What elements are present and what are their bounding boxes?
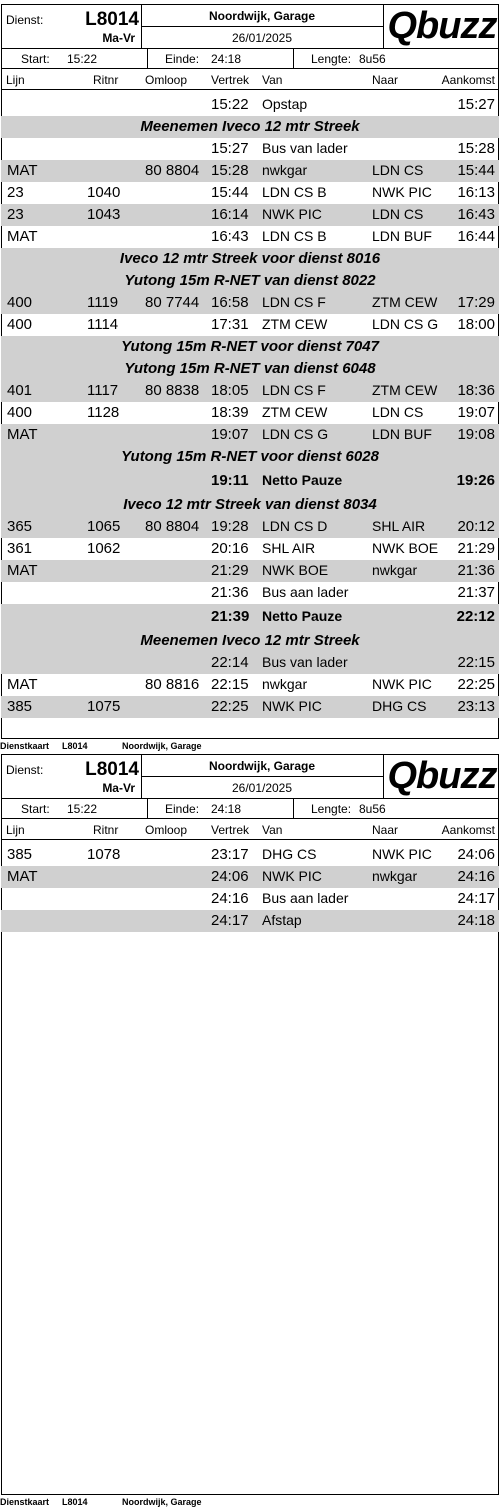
cell-aankomst: 18:36	[457, 382, 495, 399]
date: 26/01/2025	[231, 781, 293, 795]
section-text: Meenemen Iveco 12 mtr Streek	[140, 118, 360, 135]
section-text: Meenemen Iveco 12 mtr Streek	[140, 632, 360, 649]
pause-row	[1, 604, 499, 630]
trip-row	[1, 160, 499, 182]
cell-van: Bus aan lader	[262, 584, 349, 600]
cell-lijn: 385	[7, 698, 33, 715]
start-label: Start:	[21, 802, 50, 816]
header	[1, 4, 499, 48]
cell-vertrek: 16:58	[211, 294, 249, 311]
cell-lijn: 385	[7, 846, 33, 863]
cell-ritnr: 1114	[87, 316, 119, 333]
cell-naar: NWK PIC	[372, 184, 432, 200]
col-van: Van	[262, 823, 283, 837]
cell-lijn: 401	[7, 382, 33, 399]
cell-naar: ZTM CEW	[372, 294, 438, 310]
cell-naar: DHG CS	[372, 698, 427, 714]
einde-label: Einde:	[165, 802, 200, 816]
cell-lijn: 400	[7, 316, 33, 333]
cell-aankomst: 19:07	[457, 404, 495, 421]
cell-ritnr: 1043	[87, 206, 121, 223]
dienstkaart-page-2	[0, 754, 500, 1495]
trip-row	[1, 866, 499, 888]
vehicle-section-row	[1, 446, 499, 468]
cell-van: Opstap	[262, 96, 308, 112]
col-ritnr: Ritnr	[93, 73, 119, 87]
trip-row	[1, 402, 499, 424]
cell-aankomst: 21:29	[457, 540, 495, 557]
cell-lijn: MAT	[7, 162, 38, 179]
cell-van: DHG CS	[262, 846, 317, 862]
cell-ritnr: 1128	[87, 404, 120, 421]
cell-vertrek: 22:14	[211, 654, 249, 671]
cell-naar: ZTM CEW	[372, 382, 438, 398]
cell-van: Bus van lader	[262, 654, 348, 670]
cell-van: ZTM CEW	[262, 404, 328, 420]
cell-naar: NWK PIC	[372, 676, 432, 692]
cell-vertrek: 24:16	[211, 890, 249, 907]
cell-van: Netto Pauze	[262, 608, 343, 624]
trip-row	[1, 888, 499, 910]
cell-van: LDN CS B	[262, 228, 327, 244]
col-aankomst: Aankomst	[441, 823, 495, 837]
trip-row	[1, 424, 499, 446]
trip-row	[1, 582, 499, 604]
col-lijn: Lijn	[6, 73, 25, 87]
cell-aankomst: 24:18	[457, 912, 495, 929]
date: 26/01/2025	[231, 31, 293, 45]
qbuzz-logo: Qbuzz	[387, 5, 497, 47]
trip-row	[1, 560, 499, 582]
trip-row	[1, 696, 499, 718]
col-omloop: Omloop	[145, 73, 188, 87]
trip-row	[1, 138, 499, 160]
dienst-label: Dienst:	[6, 763, 44, 777]
column-header	[1, 70, 499, 90]
cell-naar: NWK BOE	[372, 540, 439, 556]
cell-van: Afstap	[262, 912, 302, 928]
lengte-label: Lengte:	[311, 802, 352, 816]
cell-van: LDN CS F	[262, 382, 326, 398]
cell-aankomst: 22:12	[456, 608, 495, 625]
cell-vertrek: 16:14	[211, 206, 249, 223]
cell-van: Bus aan lader	[262, 890, 349, 906]
trip-row	[1, 844, 499, 866]
location: Noordwijk, Garage	[208, 9, 316, 23]
header	[1, 754, 499, 798]
cell-van: Netto Pauze	[262, 472, 343, 488]
lengte-value: 8u56	[359, 52, 386, 66]
trip-row	[1, 516, 499, 538]
cell-aankomst: 20:12	[457, 518, 495, 535]
footer-code: L8014	[62, 741, 88, 751]
cell-lijn: MAT	[7, 426, 38, 443]
col-naar: Naar	[372, 823, 399, 837]
cell-vertrek: 15:27	[211, 140, 249, 157]
cell-aankomst: 24:17	[457, 890, 495, 907]
cell-lijn: 400	[7, 294, 33, 311]
cell-lijn: MAT	[7, 228, 38, 245]
trip-row	[1, 204, 499, 226]
cell-omloop: 80 8838	[145, 382, 200, 399]
cell-lijn: 23	[7, 206, 24, 223]
cell-lijn: 365	[7, 518, 33, 535]
cell-naar: NWK PIC	[372, 846, 432, 862]
cell-vertrek: 18:39	[211, 404, 249, 421]
cell-aankomst: 15:44	[457, 162, 495, 179]
trip-row	[1, 182, 499, 204]
cell-vertrek: 16:43	[211, 228, 249, 245]
cell-ritnr: 1065	[87, 518, 121, 535]
cell-vertrek: 22:15	[211, 676, 249, 693]
cell-vertrek: 19:28	[211, 518, 249, 535]
cell-naar: LDN CS	[372, 404, 424, 420]
schedule-rows	[1, 94, 499, 718]
vehicle-section-row	[1, 248, 499, 270]
cell-ritnr: 1078	[87, 846, 121, 863]
cell-vertrek: 19:07	[211, 426, 249, 443]
cell-van: NWK PIC	[262, 206, 322, 222]
cell-van: ZTM CEW	[262, 316, 328, 332]
col-omloop: Omloop	[145, 823, 188, 837]
cell-aankomst: 18:00	[457, 316, 495, 333]
cell-vertrek: 15:44	[211, 184, 249, 201]
cell-vertrek: 23:17	[211, 846, 249, 863]
dienst-code: L8014	[85, 759, 139, 780]
vehicle-section-row	[1, 116, 499, 138]
cell-ritnr: 1075	[87, 698, 121, 715]
col-vertrek: Vertrek	[211, 823, 250, 837]
cell-naar: LDN CS G	[372, 316, 439, 332]
trip-row	[1, 674, 499, 696]
vehicle-section-row	[1, 270, 499, 292]
vehicle-section-row	[1, 494, 499, 516]
cell-vertrek: 24:17	[211, 912, 249, 929]
col-vertrek: Vertrek	[211, 73, 250, 87]
dienstkaart-page-1	[0, 4, 500, 739]
cell-lijn: 23	[7, 184, 24, 201]
cell-van: NWK PIC	[262, 868, 322, 884]
cell-vertrek: 19:11	[211, 472, 249, 489]
start-label: Start:	[21, 52, 50, 66]
dienst-label: Dienst:	[6, 13, 44, 27]
section-text: Yutong 15m R-NET van dienst 8022	[124, 272, 376, 289]
trip-row	[1, 910, 499, 932]
cell-van: LDN CS G	[262, 426, 329, 442]
cell-vertrek: 18:05	[211, 382, 249, 399]
cell-omloop: 80 8816	[145, 676, 200, 693]
cell-naar: LDN BUF	[372, 426, 432, 442]
cell-aankomst: 24:06	[457, 846, 495, 863]
dienst-code: L8014	[85, 9, 139, 30]
cell-aankomst: 19:26	[456, 472, 495, 489]
trip-row	[1, 380, 499, 402]
cell-vertrek: 24:06	[211, 868, 249, 885]
trip-row	[1, 292, 499, 314]
footer-location: Noordwijk, Garage	[122, 741, 202, 751]
cell-ritnr: 1119	[87, 294, 119, 311]
cell-lijn: 361	[7, 540, 33, 557]
lengte-value: 8u56	[359, 802, 386, 816]
footer-location: Noordwijk, Garage	[122, 1497, 202, 1507]
cell-van: SHL AIR	[262, 540, 316, 556]
cell-aankomst: 17:29	[457, 294, 495, 311]
cell-vertrek: 21:39	[211, 608, 250, 625]
einde-label: Einde:	[165, 52, 200, 66]
cell-aankomst: 21:36	[457, 562, 495, 579]
trip-row	[1, 538, 499, 560]
vehicle-section-row	[1, 336, 499, 358]
section-text: Iveco 12 mtr Streek voor dienst 8016	[119, 250, 381, 267]
cell-naar: LDN BUF	[372, 228, 432, 244]
cell-aankomst: 16:44	[457, 228, 495, 245]
cell-van: nwkgar	[262, 162, 308, 178]
cell-aankomst: 21:37	[457, 584, 495, 601]
einde-value: 24:18	[211, 52, 242, 66]
col-ritnr: Ritnr	[93, 823, 119, 837]
vehicle-section-row	[1, 630, 499, 652]
info-bar	[1, 48, 499, 69]
trip-row	[1, 226, 499, 248]
cell-aankomst: 24:16	[457, 868, 495, 885]
col-van: Van	[262, 73, 283, 87]
footer-label: Dienstkaart	[0, 741, 50, 751]
cell-naar: LDN CS	[372, 206, 424, 222]
cell-vertrek: 20:16	[211, 540, 249, 557]
cell-naar: nwkgar	[372, 868, 418, 884]
cell-aankomst: 16:13	[457, 184, 495, 201]
cell-naar: nwkgar	[372, 562, 418, 578]
cell-ritnr: 1062	[87, 540, 121, 557]
cell-van: nwkgar	[262, 676, 308, 692]
cell-lijn: MAT	[7, 562, 38, 579]
cell-vertrek: 17:31	[211, 316, 249, 333]
trip-row	[1, 652, 499, 674]
cell-vertrek: 21:36	[211, 584, 249, 601]
info-bar	[1, 798, 499, 819]
cell-van: NWK BOE	[262, 562, 329, 578]
section-text: Yutong 15m R-NET voor dienst 6028	[121, 448, 379, 465]
start-value: 15:22	[67, 52, 98, 66]
cell-vertrek: 21:29	[211, 562, 249, 579]
days-label: Ma-Vr	[102, 31, 135, 45]
cell-van: LDN CS D	[262, 518, 328, 534]
days-label: Ma-Vr	[102, 781, 135, 795]
trip-row	[1, 314, 499, 336]
col-lijn: Lijn	[6, 823, 25, 837]
cell-naar: LDN CS	[372, 162, 424, 178]
start-value: 15:22	[67, 802, 98, 816]
cell-aankomst: 19:08	[457, 426, 495, 443]
cell-ritnr: 1117	[87, 382, 119, 399]
cell-omloop: 80 7744	[145, 294, 200, 311]
cell-vertrek: 15:28	[211, 162, 249, 179]
cell-van: LDN CS B	[262, 184, 327, 200]
section-text: Yutong 15m R-NET voor dienst 7047	[121, 338, 379, 355]
cell-vertrek: 15:22	[211, 96, 249, 113]
cell-lijn: MAT	[7, 676, 38, 693]
cell-aankomst: 15:27	[457, 96, 495, 113]
cell-aankomst: 23:13	[457, 698, 495, 715]
section-text: Iveco 12 mtr Streek van dienst 8034	[123, 496, 377, 513]
column-header	[1, 820, 499, 840]
cell-naar: SHL AIR	[372, 518, 426, 534]
qbuzz-logo: Qbuzz	[387, 755, 497, 797]
cell-aankomst: 22:25	[457, 676, 495, 693]
einde-value: 24:18	[211, 802, 242, 816]
cell-van: LDN CS F	[262, 294, 326, 310]
cell-ritnr: 1040	[87, 184, 121, 201]
cell-omloop: 80 8804	[145, 162, 200, 179]
footer-code: L8014	[62, 1497, 88, 1507]
cell-aankomst: 16:43	[457, 206, 495, 223]
lengte-label: Lengte:	[311, 52, 352, 66]
cell-van: NWK PIC	[262, 698, 322, 714]
cell-vertrek: 22:25	[211, 698, 249, 715]
col-naar: Naar	[372, 73, 399, 87]
cell-aankomst: 22:15	[457, 654, 495, 671]
cell-lijn: 400	[7, 404, 33, 421]
cell-aankomst: 15:28	[457, 140, 495, 157]
cell-omloop: 80 8804	[145, 518, 200, 535]
cell-van: Bus van lader	[262, 140, 348, 156]
col-aankomst: Aankomst	[441, 73, 495, 87]
pause-row	[1, 468, 499, 494]
section-text: Yutong 15m R-NET van dienst 6048	[124, 360, 376, 377]
trip-row	[1, 94, 499, 116]
vehicle-section-row	[1, 358, 499, 380]
footer-label: Dienstkaart	[0, 1497, 50, 1507]
cell-lijn: MAT	[7, 868, 38, 885]
schedule-rows	[1, 844, 499, 932]
location: Noordwijk, Garage	[208, 759, 316, 773]
